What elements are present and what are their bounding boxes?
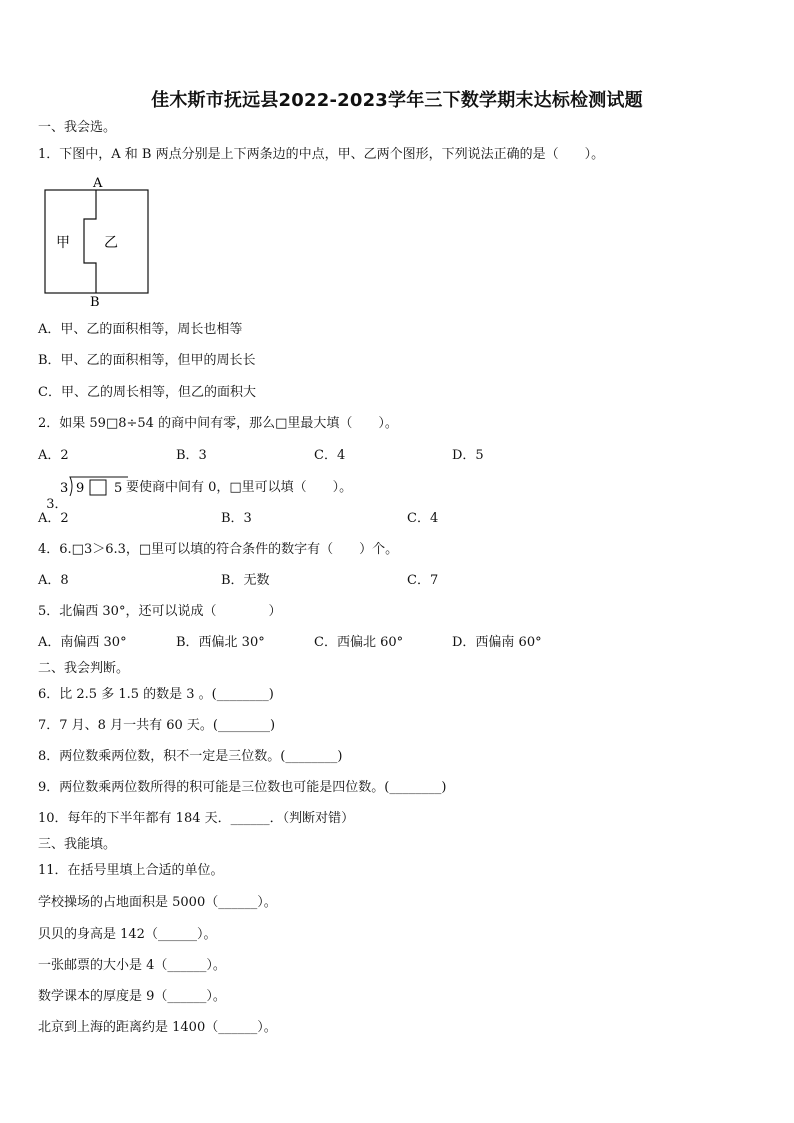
section-heading-choose: 一、我会选。 [38,120,117,135]
question-2-option-c: C．4 [314,448,346,463]
dividend-digit-1: 9 [76,481,85,496]
question-1-option-b: B．甲、乙的面积相等，但甲的周长长 [38,353,256,368]
question-11-line-4: 数学课本的厚度是 9（______）。 [38,989,226,1004]
question-4: 4．6.□3＞6.3，□里可以填的符合条件的数字有（ ）个。 [38,542,399,557]
figure-label-b: B [90,295,100,307]
dividend-blank-box [90,480,106,495]
question-3-option-c: C．4 [407,511,439,526]
question-5: 5．北偏西 30°，还可以说成（ ） [38,604,282,619]
figure-label-a: A [93,176,103,191]
question-10: 10．每年的下半年都有 184 天．______．（判断对错） [38,811,355,826]
question-2-option-a: A．2 [38,448,69,463]
question-9: 9．两位数乘两位数所得的积可能是三位数也可能是四位数。(________) [38,780,447,795]
question-3-text: 要使商中间有 0，□里可以填（ ）。 [126,480,353,495]
section-heading-judge: 二、我会判断。 [38,661,130,676]
question-2-option-d: D．5 [452,448,484,463]
question-1-option-c: C．甲、乙的周长相等，但乙的面积大 [38,385,256,400]
question-11-line-5: 北京到上海的距离约是 1400（______）。 [38,1020,277,1035]
figure-label-yi: 乙 [104,235,118,251]
question-3-number: 3． [46,497,68,512]
question-3-option-a: A．2 [38,511,69,526]
question-5-option-a: A．南偏西 30° [38,635,127,650]
dividend-digit-3: 5 [114,481,123,496]
question-1-figure [38,175,168,307]
figure-divider-line [84,190,96,293]
question-11-line-1: 学校操场的占地面积是 5000（______）。 [38,895,277,910]
figure-label-jia: 甲 [56,235,70,251]
question-7: 7．7 月、8 月一共有 60 天。(________) [38,718,276,733]
question-8: 8．两位数乘两位数，积不一定是三位数。(________) [38,749,343,764]
section-heading-fill: 三、我能填。 [38,837,117,852]
question-11-line-2: 贝贝的身高是 142（______）。 [38,927,217,942]
question-11: 11．在括号里填上合适的单位。 [38,863,224,878]
question-6: 6．比 2.5 多 1.5 的数是 3 。(________) [38,687,274,702]
question-4-option-a: A．8 [38,573,69,588]
question-2-option-b: B．3 [176,448,207,463]
question-4-option-c: C．7 [407,573,439,588]
question-1: 1．下图中，A 和 B 两点分别是上下两条边的中点，甲、乙两个图形，下列说法正确的是（ ）。 [38,147,605,162]
question-2: 2．如果 59□8÷54 的商中间有零，那么□里最大填（ ）。 [38,416,398,431]
question-3-option-b: B．3 [221,511,252,526]
page-title: 佳木斯市抚远县2022-2023学年三下数学期末达标检测试题 [151,90,643,111]
question-5-option-b: B．西偏北 30° [176,635,265,650]
question-11-line-3: 一张邮票的大小是 4（______）。 [38,958,226,973]
question-4-option-b: B．无数 [221,573,270,588]
question-5-option-d: D．西偏南 60° [452,635,542,650]
question-5-option-c: C．西偏北 60° [314,635,404,650]
question-1-option-a: A．甲、乙的面积相等，周长也相等 [38,322,243,337]
divisor: 3 [60,481,69,496]
long-division-symbol [58,474,130,498]
